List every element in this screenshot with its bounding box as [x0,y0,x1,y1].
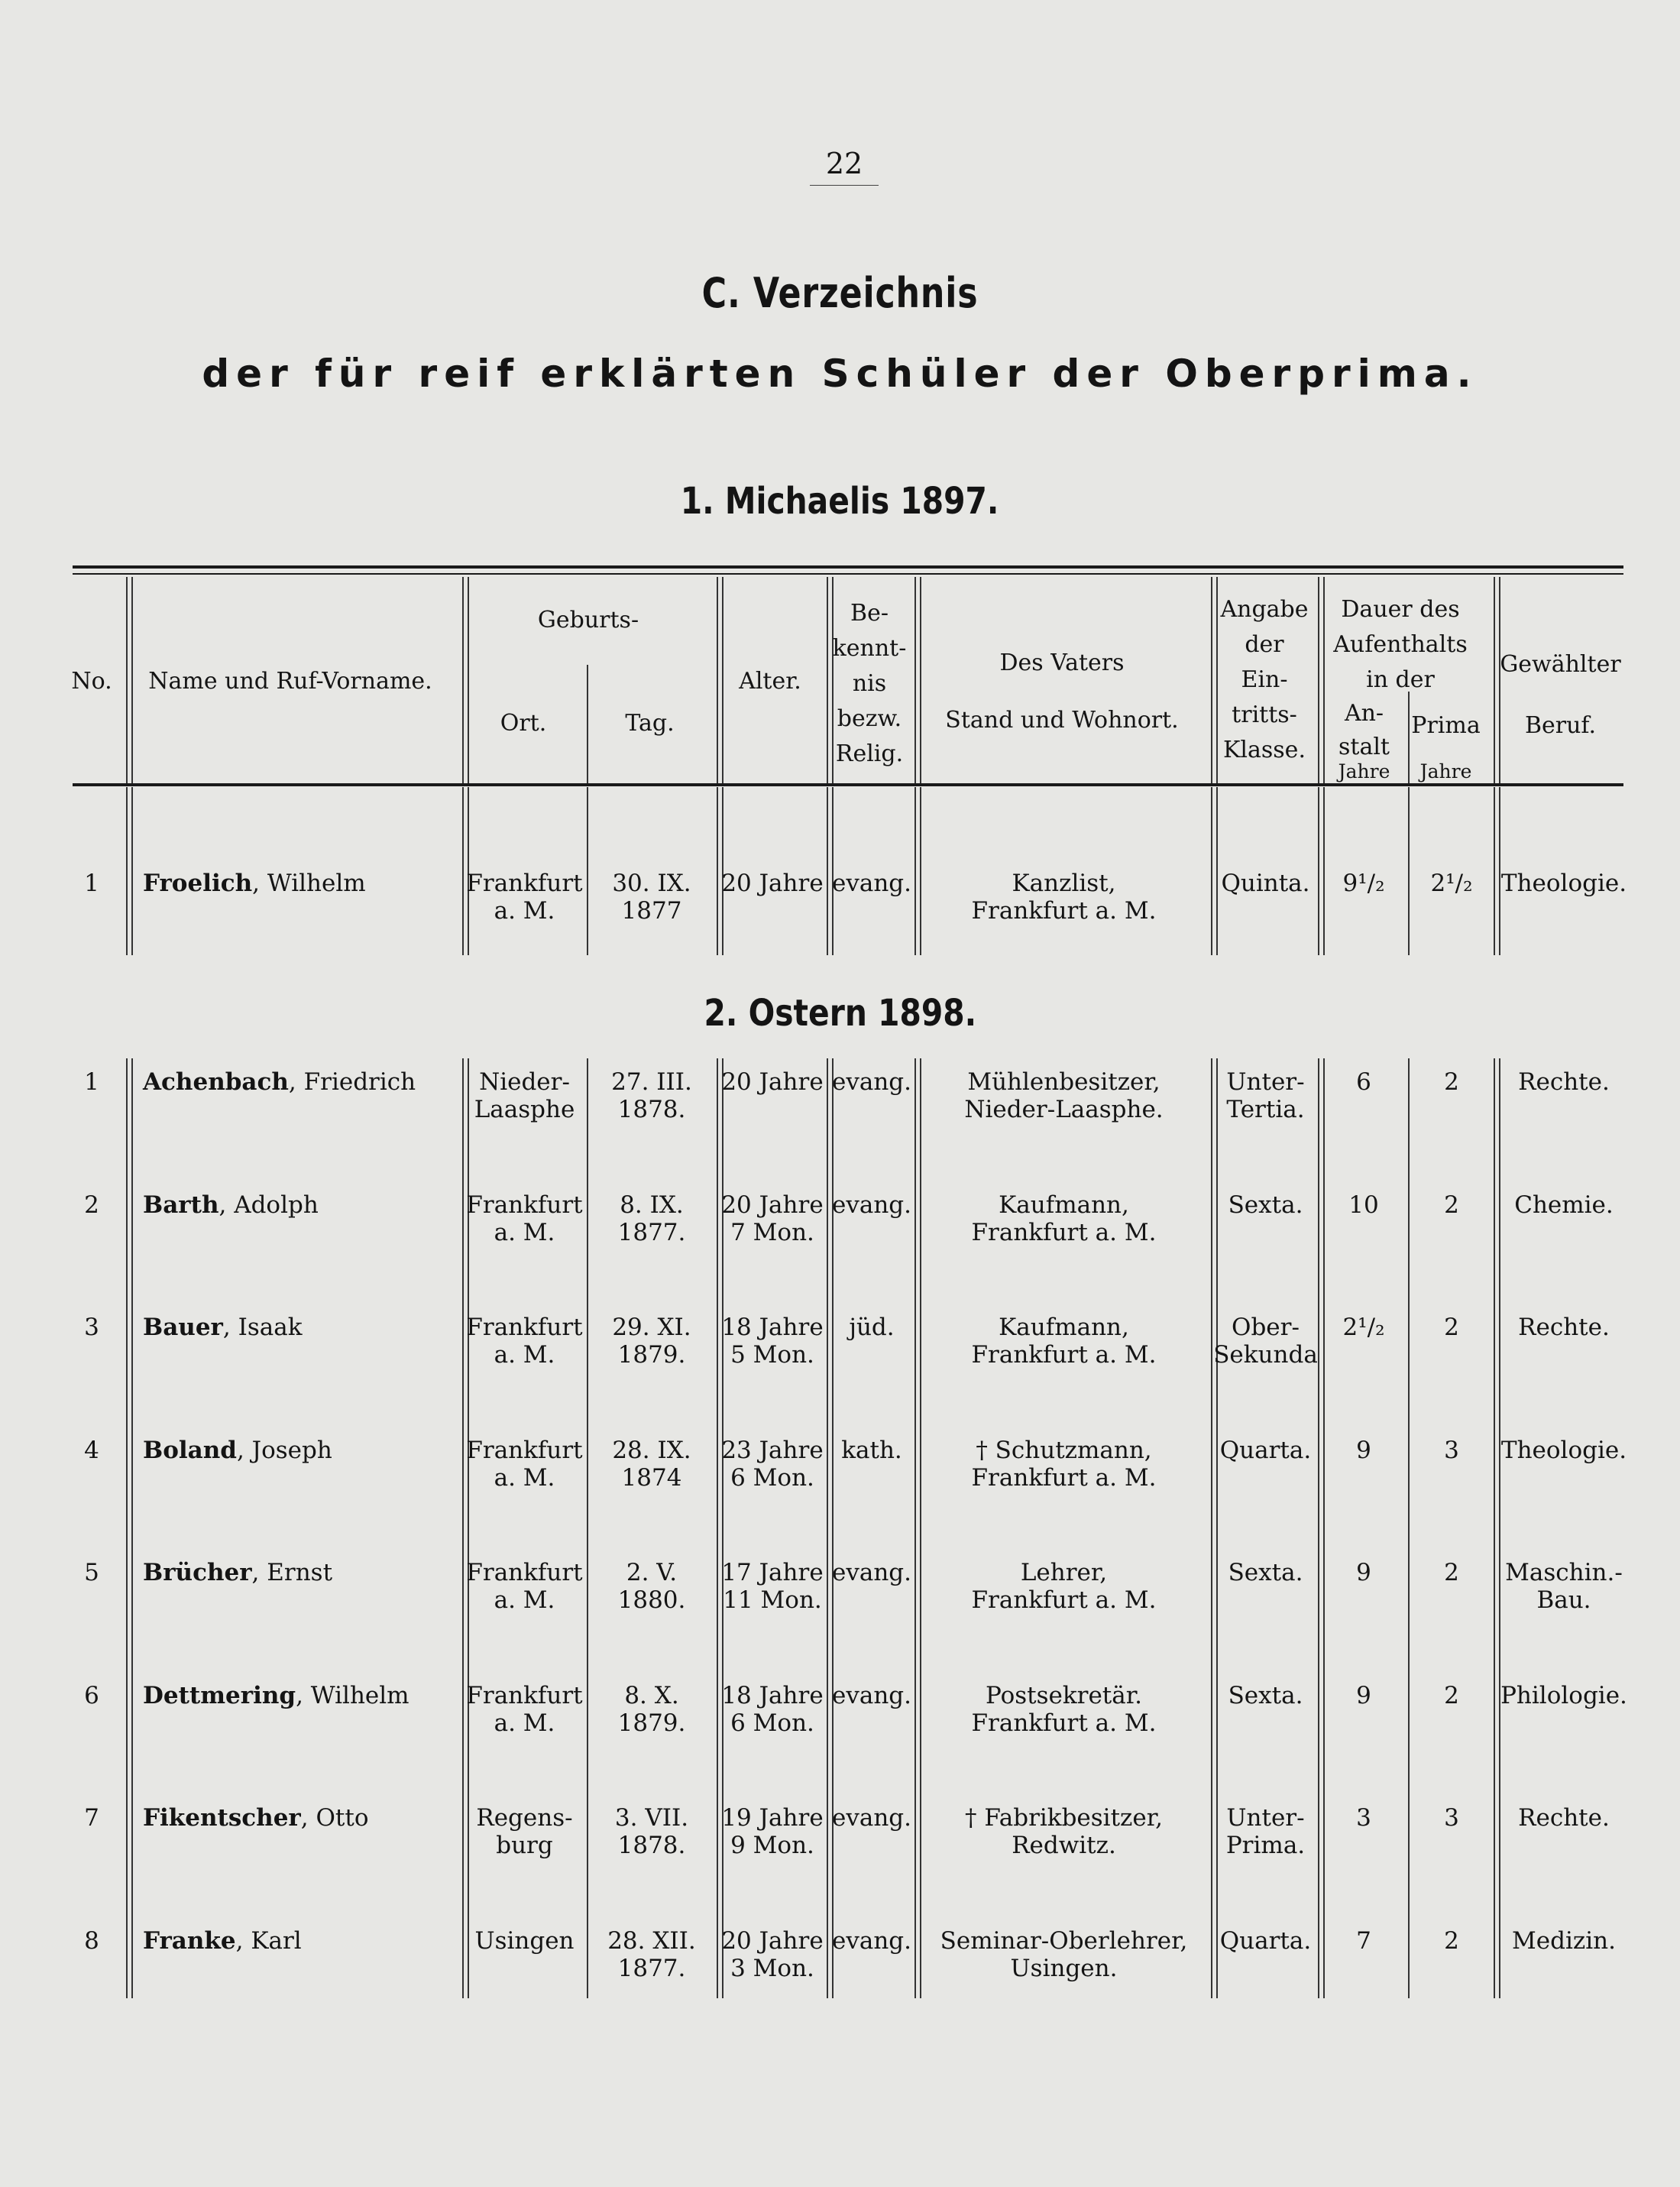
row-alter [718,870,827,897]
row-ort-line1: Frankfurt [466,1436,583,1464]
section-heading-ostern: 2. Ostern 1898. [704,992,976,1035]
row-ort-line2: a. M. [494,1709,555,1737]
row-forename: , Joseph [236,1436,332,1464]
row-eintritt-klasse [1213,870,1318,897]
row-forename: , Karl [235,1926,302,1955]
row-alter-line2: 3 Mon. [730,1954,814,1982]
row-anstalt-jahre: 7 [1356,1926,1371,1955]
row-tag-line2: 1879. [617,1709,686,1737]
row-vater-line1: Postsekretär. [985,1681,1143,1709]
row-alter-line2: 9 Mon. [730,1832,814,1859]
row-surname: Achenbach [143,1068,289,1096]
row-beruf-line1: Medizin. [1512,1926,1616,1955]
row-tag [587,1559,717,1614]
row-tag-line2: 1877. [617,1218,686,1246]
row-religion: evang. [831,1559,911,1586]
row-anstalt-jahre: 9 [1356,1436,1371,1464]
row-name [143,1314,456,1341]
row-no: 1 [84,1068,99,1096]
table-top-rule-thin [73,573,1623,575]
header-alter: Alter. [739,668,801,695]
row-eintritt-klasse-line1: Ober- [1232,1314,1300,1341]
row-eintritt-klasse-line1: Quinta. [1221,870,1310,897]
row-tag-line1: 8. X. [624,1681,679,1709]
row-name [143,1437,456,1464]
row-vater-line1: † Schutzmann, [976,1436,1152,1464]
row-ort-line1: Usingen [474,1926,575,1955]
row-vater-line2: Frankfurt a. M. [971,1586,1157,1614]
row-ort [462,870,587,925]
row-vater-line2: Frankfurt a. M. [971,1709,1157,1737]
row-name [143,1804,456,1832]
row-alter [718,1068,827,1096]
row-beruf [1495,1682,1633,1709]
row-tag [587,1314,717,1369]
row-prima-jahre: 2¹/₂ [1430,870,1473,897]
row-name [143,1559,456,1586]
row-religion: evang. [831,1804,911,1832]
row-ort-line1: Frankfurt [466,1314,583,1341]
header-anstalt: An- stalt [1338,700,1390,760]
row-name [143,1191,456,1219]
row-forename: , Isaak [222,1314,303,1341]
row-tag-line1: 2. V. [626,1559,678,1586]
row-ort-line1: Frankfurt [466,1191,583,1219]
row-alter [718,1927,827,1982]
row-vater-line2: Frankfurt a. M. [971,1218,1157,1246]
row-tag-line2: 1878. [617,1832,686,1859]
header-bekenntnis: Be- kennt- nis bezw. Relig. [832,600,907,767]
row-beruf-line1: Chemie. [1514,1191,1614,1219]
row-eintritt-klasse-line1: Quarta. [1219,1436,1312,1464]
row-no: 3 [84,1314,99,1341]
row-vater-line1: Kaufmann, [999,1191,1129,1219]
row-beruf-line1: Theologie. [1500,870,1627,897]
row-ort-line2: burg [496,1832,553,1859]
row-vater [917,1314,1211,1369]
column-line [126,787,133,955]
row-alter-line2: 6 Mon. [730,1463,814,1492]
row-beruf [1495,1927,1633,1955]
row-prima-jahre: 2 [1444,1926,1459,1955]
row-beruf [1495,1559,1633,1614]
header-prima: Prima [1411,712,1481,739]
row-vater [917,1068,1211,1123]
row-ort [462,1437,587,1492]
row-surname: Dettmering [143,1681,296,1709]
row-religion: kath. [841,1436,902,1464]
table-top-rule [73,565,1623,569]
row-vater-line1: Kaufmann, [999,1314,1129,1341]
row-religion: evang. [831,1191,911,1219]
header-geburts: Geburts- [537,607,639,633]
row-surname: Bauer [143,1314,223,1341]
row-name [143,1927,456,1955]
row-ort [462,1314,587,1369]
row-eintritt-klasse-line1: Sexta. [1228,1559,1303,1586]
row-alter [718,1682,827,1737]
row-ort [462,1682,587,1737]
row-alter-line1: 18 Jahre [721,1314,824,1341]
row-no: 8 [84,1926,99,1955]
row-vater [917,1437,1211,1492]
row-no: 6 [84,1681,99,1709]
header-ort: Ort. [500,710,547,737]
row-anstalt-jahre: 9 [1356,1559,1371,1586]
row-alter-line2: 6 Mon. [730,1709,814,1737]
row-tag [587,1927,717,1982]
row-religion: evang. [831,870,911,897]
row-forename: , Otto [300,1804,369,1832]
row-forename: , Wilhelm [296,1681,409,1709]
row-no: 2 [84,1191,99,1219]
row-ort-line2: a. M. [494,1463,555,1492]
row-tag-line1: 29. XI. [612,1314,691,1341]
row-alter-line2: 7 Mon. [730,1218,814,1246]
header-tag: Tag. [625,710,675,737]
header-beruf: Gewählter Beruf. [1500,651,1621,739]
row-eintritt-klasse-line2: Tertia. [1226,1096,1305,1123]
page-subtitle: der für reif erklärten Schüler der Oberprima. [202,352,1478,396]
row-beruf [1495,870,1633,897]
row-tag-line1: 3. VII. [614,1804,689,1832]
row-tag-line2: 1877 [621,897,682,925]
row-beruf-line1: Rechte. [1518,1314,1610,1341]
row-tag [587,1437,717,1492]
row-surname: Brücher [143,1559,252,1586]
row-vater-line2: Frankfurt a. M. [971,1463,1157,1492]
row-anstalt-jahre: 9¹/₂ [1342,870,1385,897]
row-alter-line1: 20 Jahre [721,870,824,897]
row-name [143,870,456,897]
row-ort-line2: a. M. [494,897,555,925]
row-religion: evang. [831,1681,911,1709]
header-eintritt: Angabe der Ein- tritts- Klasse. [1220,596,1309,763]
row-no: 5 [84,1559,99,1586]
row-ort [462,1191,587,1246]
row-vater [917,1682,1211,1737]
row-tag-line1: 30. IX. [612,870,691,897]
row-tag [587,1068,717,1123]
row-tag-line2: 1877. [617,1954,686,1982]
row-beruf [1495,1437,1633,1464]
row-eintritt-klasse [1213,1927,1318,1955]
row-ort [462,1068,587,1123]
row-alter-line1: 17 Jahre [721,1559,824,1586]
row-alter [718,1804,827,1859]
row-ort-line1: Frankfurt [466,1681,583,1709]
row-anstalt-jahre: 10 [1348,1191,1379,1219]
row-surname: Franke [143,1926,236,1955]
row-vater [917,1559,1211,1614]
row-ort-line2: a. M. [494,1341,555,1369]
header-dauer: Dauer des Aufenthalts in der [1333,596,1468,693]
row-prima-jahre: 2 [1444,1559,1459,1586]
row-vater-line2: Redwitz. [1012,1832,1116,1859]
row-beruf-line1: Rechte. [1518,1068,1610,1096]
row-prima-jahre: 3 [1444,1804,1459,1832]
row-eintritt-klasse-line2: Prima. [1225,1832,1306,1859]
row-alter-line1: 20 Jahre [721,1926,824,1955]
row-vater-line2: Frankfurt a. M. [971,897,1157,925]
row-anstalt-jahre: 3 [1356,1804,1371,1832]
row-name [143,1682,456,1709]
row-vater-line1: Mühlenbesitzer, [967,1068,1160,1096]
row-beruf-line1: Maschin.- [1505,1559,1623,1586]
row-no: 7 [84,1804,99,1832]
row-vater [917,1804,1211,1859]
header-no: No. [71,668,112,695]
row-eintritt-klasse [1213,1682,1318,1709]
row-forename: , Wilhelm [252,870,366,897]
row-religion: evang. [831,1068,911,1096]
row-alter [718,1191,827,1246]
row-vater-line1: Kanzlist, [1012,870,1116,897]
row-religion: evang. [831,1926,911,1955]
row-beruf [1495,1191,1633,1219]
row-tag [587,1191,717,1246]
row-tag-line2: 1874 [621,1463,682,1492]
header-jahre-anstalt: Jahre [1338,760,1390,782]
row-forename: , Friedrich [288,1068,416,1096]
row-alter-line1: 20 Jahre [721,1068,824,1096]
row-beruf-line1: Philologie. [1500,1681,1627,1709]
row-alter [718,1559,827,1614]
row-surname: Boland [143,1436,237,1464]
row-forename: , Ernst [251,1559,333,1586]
row-eintritt-klasse [1213,1804,1318,1859]
column-line [126,1058,133,1998]
row-eintritt-klasse-line1: Sexta. [1228,1681,1303,1709]
row-eintritt-klasse-line2: Sekunda [1213,1341,1318,1369]
header-name: Name und Ruf-Vorname. [148,668,432,695]
row-tag [587,1804,717,1859]
row-tag-line2: 1878. [617,1096,686,1123]
row-alter-line1: 23 Jahre [721,1436,824,1464]
row-eintritt-klasse-line1: Sexta. [1228,1191,1303,1219]
row-eintritt-klasse [1213,1314,1318,1369]
row-alter [718,1437,827,1492]
row-no: 4 [84,1436,99,1464]
row-ort-line1: Nieder- [479,1068,570,1096]
row-surname: Barth [143,1191,219,1219]
row-tag-line2: 1879. [617,1341,686,1369]
row-alter-line2: 11 Mon. [723,1586,822,1614]
row-beruf-line1: Rechte. [1518,1804,1610,1832]
row-ort [462,1559,587,1614]
row-prima-jahre: 2 [1444,1068,1459,1096]
row-alter-line2: 5 Mon. [730,1341,814,1369]
row-eintritt-klasse [1213,1559,1318,1586]
row-ort-line1: Frankfurt [466,870,583,897]
row-ort [462,1927,587,1955]
row-ort-line1: Regens- [476,1804,573,1832]
row-anstalt-jahre: 9 [1356,1681,1371,1709]
row-tag-line2: 1880. [617,1586,686,1614]
row-eintritt-klasse-line1: Quarta. [1219,1926,1312,1955]
row-prima-jahre: 3 [1444,1436,1459,1464]
row-forename: , Adolph [218,1191,319,1219]
row-eintritt-klasse [1213,1437,1318,1464]
row-eintritt-klasse-line1: Unter- [1226,1804,1305,1832]
page-title: C. Verzeichnis [701,269,979,317]
header-vater: Des Vaters Stand und Wohnort. [945,650,1179,734]
row-ort-line2: Laasphe [474,1096,575,1123]
row-ort-line1: Frankfurt [466,1559,583,1586]
row-vater-line1: Seminar-Oberlehrer, [940,1926,1188,1955]
row-alter-line1: 20 Jahre [721,1191,824,1219]
row-beruf-line2: Bau. [1536,1586,1591,1614]
row-tag [587,1682,717,1737]
row-tag-line1: 8. IX. [620,1191,684,1219]
row-vater [917,870,1211,925]
row-tag-line1: 28. XII. [607,1926,696,1955]
header-jahre-prima: Jahre [1419,760,1472,782]
row-beruf [1495,1068,1633,1096]
row-alter [718,1314,827,1369]
row-vater-line1: † Fabrikbesitzer, [964,1804,1164,1832]
row-eintritt-klasse [1213,1068,1318,1123]
row-alter-line1: 18 Jahre [721,1681,824,1709]
row-beruf-line1: Theologie. [1500,1436,1627,1464]
row-eintritt-klasse-line1: Unter- [1226,1068,1305,1096]
row-vater [917,1191,1211,1246]
row-name [143,1068,456,1096]
row-alter-line1: 19 Jahre [721,1804,824,1832]
section-heading-michaelis: 1. Michaelis 1897. [681,480,999,523]
row-no: 1 [84,870,99,897]
row-ort-line2: a. M. [494,1218,555,1246]
row-beruf [1495,1314,1633,1341]
row-vater-line2: Frankfurt a. M. [971,1341,1157,1369]
row-beruf [1495,1804,1633,1832]
row-ort-line2: a. M. [494,1586,555,1614]
row-anstalt-jahre: 2¹/₂ [1342,1314,1385,1341]
row-prima-jahre: 2 [1444,1681,1459,1709]
row-anstalt-jahre: 6 [1356,1068,1371,1096]
row-tag-line1: 27. III. [611,1068,692,1096]
row-ort [462,1804,587,1859]
row-surname: Froelich [143,870,253,897]
row-religion: jüd. [849,1314,895,1341]
row-eintritt-klasse [1213,1191,1318,1219]
row-vater-line2: Usingen. [1010,1954,1118,1982]
row-tag-line1: 28. IX. [612,1436,691,1464]
row-vater-line1: Lehrer, [1020,1559,1108,1586]
row-vater [917,1927,1211,1982]
row-vater-line2: Nieder-Laasphe. [964,1096,1164,1123]
row-surname: Fikentscher [143,1804,301,1832]
row-tag [587,870,717,925]
page-number: 22 [810,147,879,186]
row-prima-jahre: 2 [1444,1191,1459,1219]
row-prima-jahre: 2 [1444,1314,1459,1341]
